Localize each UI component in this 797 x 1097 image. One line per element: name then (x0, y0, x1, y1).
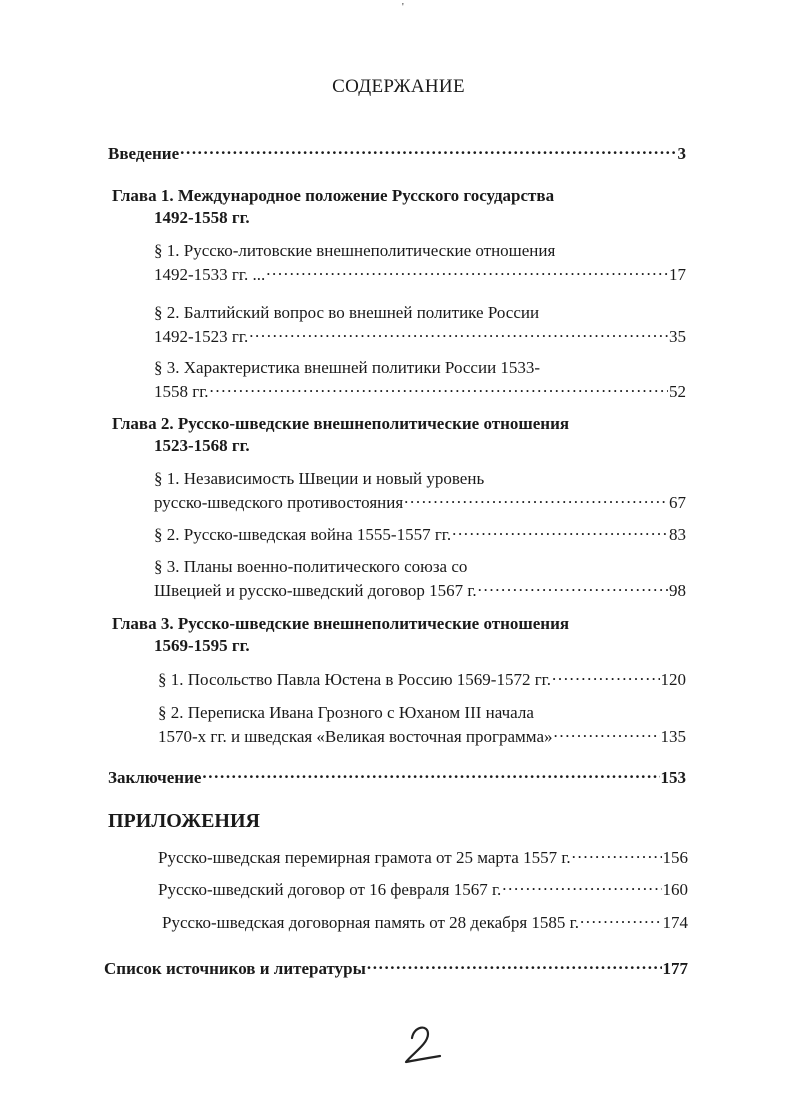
toc-entry-intro[interactable] (108, 142, 686, 164)
toc-entry-label: Швецией и русско-шведский договор 1567 г. (154, 581, 477, 600)
toc-entry-label: 1558 гг. (154, 382, 209, 401)
dot-leader (478, 579, 668, 596)
toc-section-title[interactable]: § 3. Планы военно-политического союза со (154, 557, 468, 576)
toc-page-number: 120 (660, 670, 686, 689)
dot-leader (210, 380, 668, 397)
toc-entry-ch1-s2[interactable] (154, 325, 686, 347)
toc-page-number: 160 (662, 880, 688, 899)
toc-entry-label: Список источников и литературы (104, 959, 366, 978)
toc-entry-label: 1492-1533 гг. ... (154, 265, 266, 284)
toc-entry-label: 1570-х гг. и шведская «Великая восточная программа» (158, 727, 553, 746)
chapter-3-years: 1569-1595 гг. (154, 636, 250, 655)
dot-leader (552, 668, 660, 685)
dot-leader (572, 846, 662, 863)
dot-leader (580, 911, 662, 928)
toc-section-title[interactable]: § 2. Переписка Ивана Грозного с Юханом III начала (158, 703, 534, 722)
chapter-2-years: 1523-1568 гг. (154, 436, 250, 455)
toc-entry-ch2-s3[interactable] (154, 579, 686, 601)
toc-page-number: 35 (669, 327, 686, 346)
toc-entry-ch3-s2[interactable] (158, 725, 686, 747)
chapter-2-heading[interactable]: Глава 2. Русско-шведские внешнеполитические отношения (112, 414, 570, 433)
toc-entry-ch2-s2[interactable] (154, 523, 686, 545)
toc-entry-ch1-s1[interactable] (154, 263, 686, 285)
dot-leader (202, 766, 659, 783)
toc-page-number: 52 (669, 382, 686, 401)
toc-section-title[interactable]: § 3. Характеристика внешней политики России 1533- (154, 358, 541, 377)
dot-leader (404, 491, 668, 508)
toc-entry-appendix-3[interactable] (162, 911, 688, 933)
toc-entry-ch2-s1[interactable] (154, 491, 686, 513)
toc-entry-label: Русско-шведская перемирная грамота от 25 марта 1557 г. (158, 848, 571, 867)
appendices-title: ПРИЛОЖЕНИЯ (108, 810, 260, 832)
chapter-1-heading[interactable]: Глава 1. Международное положение Русского государства (112, 186, 555, 205)
handwritten-page-number (398, 1018, 458, 1068)
dot-leader (554, 725, 660, 742)
toc-page-number: 177 (662, 959, 688, 978)
toc-page-number: 17 (669, 265, 686, 284)
toc-entry-sources[interactable] (104, 957, 688, 979)
toc-page-number: 174 (662, 913, 688, 932)
dot-leader (249, 325, 668, 342)
toc-section-title[interactable]: § 2. Балтийский вопрос во внешней политике России (154, 303, 540, 322)
toc-page-number: 153 (660, 768, 686, 787)
toc-entry-ch1-s3[interactable] (154, 380, 686, 402)
dot-leader (180, 142, 676, 159)
toc-page-number: 156 (662, 848, 688, 867)
dot-leader (266, 263, 668, 280)
dot-leader (452, 523, 668, 540)
toc-entry-label: Русско-шведский договор от 16 февраля 1567 г. (158, 880, 502, 899)
toc-entry-label: русско-шведского противостояния (154, 493, 404, 512)
toc-entry-label: Заключение (108, 768, 202, 787)
toc-page-number: 135 (660, 727, 686, 746)
toc-page-number: 3 (677, 144, 686, 163)
toc-entry-label: § 2. Русско-шведская война 1555-1557 гг. (154, 525, 452, 544)
toc-section-title[interactable]: § 1. Русско-литовские внешнеполитические отношения (154, 241, 556, 260)
toc-entry-label: § 1. Посольство Павла Юстена в Россию 1569-1572 гг. (158, 670, 551, 689)
toc-entry-appendix-1[interactable] (158, 846, 688, 868)
chapter-1-years: 1492-1558 гг. (154, 208, 250, 227)
page-title: СОДЕРЖАНИЕ (332, 76, 465, 97)
toc-entry-label: 1492-1523 гг. (154, 327, 249, 346)
toc-entry-label: Русско-шведская договорная память от 28 декабря 1585 г. (162, 913, 579, 932)
toc-section-title[interactable]: § 1. Независимость Швеции и новый уровень (154, 469, 485, 488)
toc-entry-ch3-s1[interactable] (158, 668, 686, 690)
chapter-3-heading[interactable]: Глава 3. Русско-шведские внешнеполитические отношения (112, 614, 570, 633)
toc-page-number: 98 (669, 581, 686, 600)
dot-leader (367, 957, 662, 974)
toc-page-number: 83 (669, 525, 686, 544)
toc-page-number: 67 (669, 493, 686, 512)
scan-mark: ' (402, 2, 404, 13)
dot-leader (502, 878, 661, 895)
toc-entry-appendix-2[interactable] (158, 878, 688, 900)
toc-entry-label: Введение (108, 144, 180, 163)
toc-entry-conclusion[interactable] (108, 766, 686, 788)
